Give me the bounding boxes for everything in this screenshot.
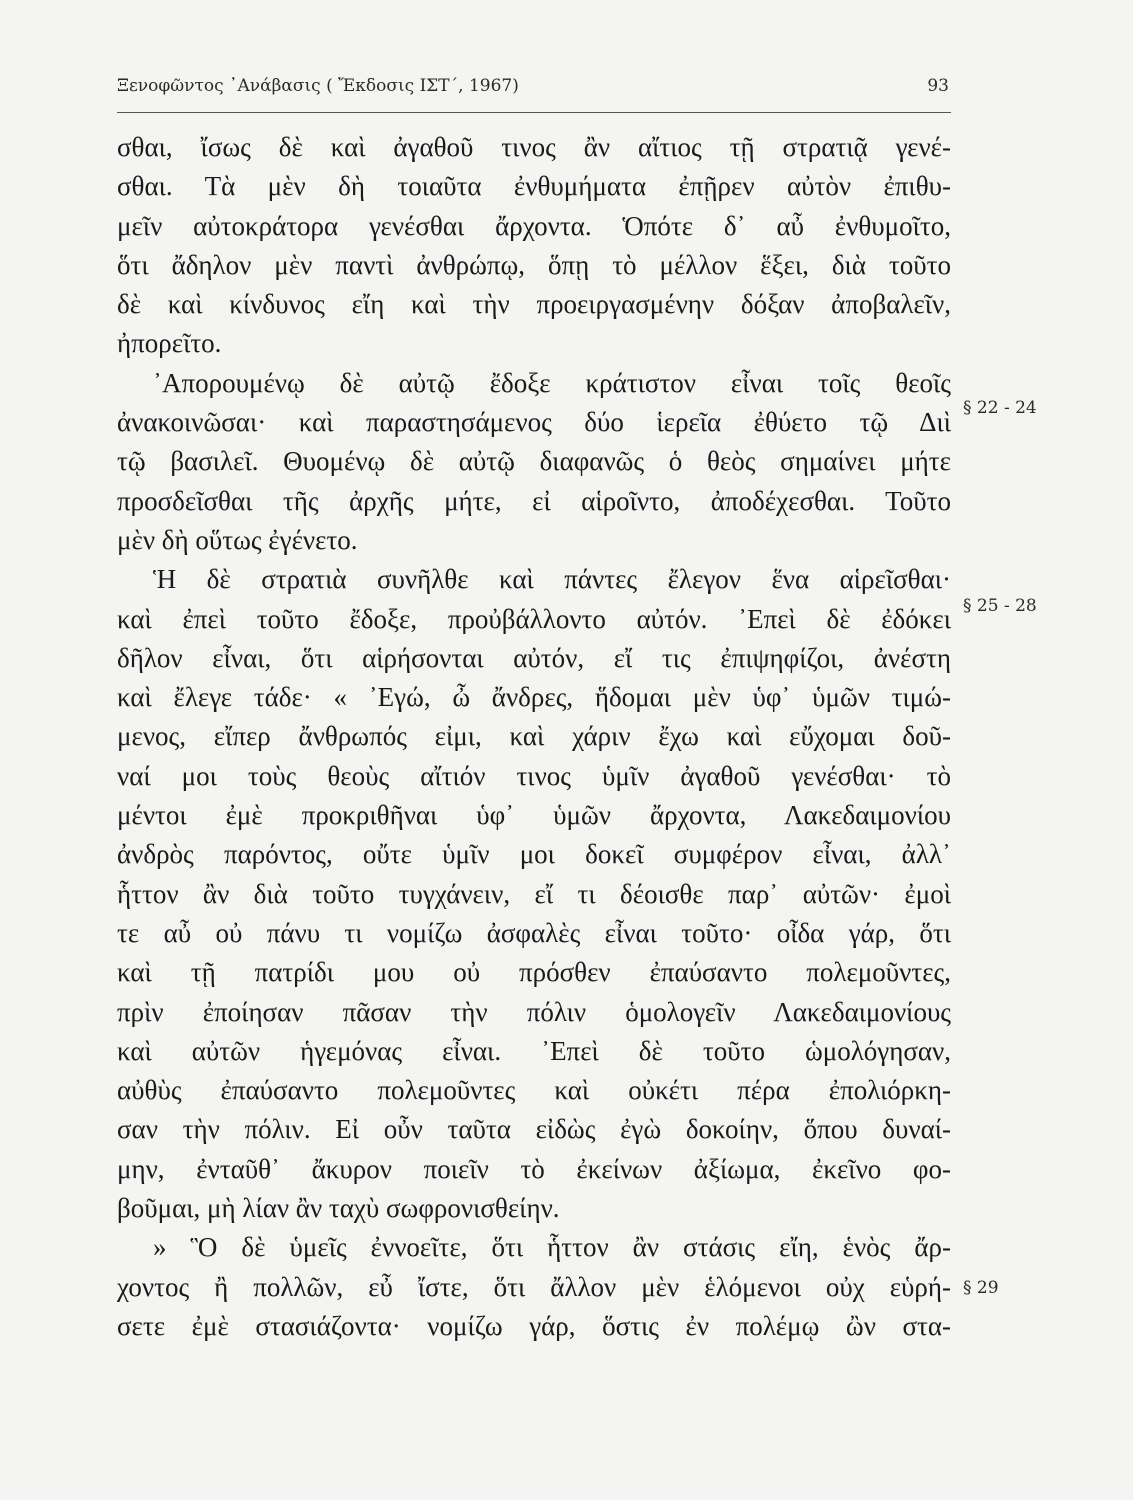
text-line: προσδεῖσθαι τῆς ἀρχῆς μήτε, εἰ αἱροῖντο, ἀποδέχεσθαι. Τοῦτο [117, 485, 951, 516]
text-line: ἀνακοινῶσαι· καὶ παραστησάμενος δύο ἱερεῖα ἐθύετο τῷ Διὶ [117, 407, 951, 438]
text-line: καὶ ἐπεὶ τοῦτο ἔδοξε, προὐβάλλοντο αὐτόν. ᾿Επεὶ δὲ ἐδόκει [117, 603, 951, 634]
text-line: τε αὖ οὐ πάνυ τι νομίζω ἀσφαλὲς εἶναι τοῦτο· οἶδα γάρ, ὅτι [117, 917, 951, 948]
text-line: καὶ ἔλεγε τάδε· « ᾿Εγώ, ὦ ἄνδρες, ἥδομαι μὲν ὑφ᾿ ὑμῶν τιμώ- [117, 682, 951, 713]
text-line: Ἡ δὲ στρατιὰ συνῆλθε καὶ πάντες ἔλεγον ἕνα αἱρεῖσθαι· [153, 564, 951, 595]
text-line: ὅτι ἄδηλον μὲν παντὶ ἀνθρώπῳ, ὅπῃ τὸ μέλλον ἕξει, διὰ τοῦτο [117, 249, 951, 280]
text-line: ᾿Απορουμένῳ δὲ αὐτῷ ἔδοξε κράτιστον εἶναι τοῖς θεοῖς [153, 367, 951, 398]
text-line: ναί μοι τοὺς θεοὺς αἴτιόν τινος ὑμῖν ἀγαθοῦ γενέσθαι· τὸ [117, 760, 951, 791]
text-line: ἀνδρὸς παρόντος, οὔτε ὑμῖν μοι δοκεῖ συμφέρον εἶναι, ἀλλ᾿ [117, 839, 951, 870]
text-line: δὲ καὶ κίνδυνος εἴη καὶ τὴν προειργασμένην δόξαν ἀποβαλεῖν, [117, 289, 951, 320]
text-line: βοῦμαι, μὴ λίαν ἂν ταχὺ σωφρονισθείην. [117, 1193, 560, 1224]
text-line: σθαι. Τὰ μὲν δὴ τοιαῦτα ἐνθυμήματα ἐπῇρεν αὐτὸν ἐπιθυ- [117, 171, 951, 202]
text-line: δῆλον εἶναι, ὅτι αἱρήσονται αὐτόν, εἴ τις ἐπιψηφίζοι, ἀνέστη [117, 642, 951, 673]
text-line: καὶ αὐτῶν ἡγεμόνας εἶναι. ᾿Επεὶ δὲ τοῦτο ὡμολόγησαν, [117, 1035, 951, 1066]
main-text [117, 128, 951, 1346]
text-line: χοντος ἢ πολλῶν, εὖ ἴστε, ὅτι ἄλλον μὲν ἑλόμενοι οὐχ εὑρή- [117, 1271, 951, 1302]
running-header [117, 76, 951, 106]
text-line: μενος, εἴπερ ἄνθρωπός εἰμι, καὶ χάριν ἔχω καὶ εὔχομαι δοῦ- [117, 721, 951, 752]
margin-section-note: § 25 - 28 [963, 596, 1037, 616]
text-line: σαν τὴν πόλιν. Εἰ οὖν ταῦτα εἰδὼς ἐγὼ δοκοίην, ὅπου δυναί- [117, 1114, 951, 1145]
text-line: μην, ἐνταῦθ᾿ ἄκυρον ποιεῖν τὸ ἐκείνων ἀξίωμα, ἐκεῖνο φο- [117, 1153, 951, 1184]
text-line: τῷ βασιλεῖ. Θυομένῳ δὲ αὐτῷ διαφανῶς ὁ θεὸς σημαίνει μήτε [117, 446, 951, 477]
text-line: μεῖν αὐτοκράτορα γενέσθαι ἄρχοντα. Ὁπότε δ᾿ αὖ ἐνθυμοῖτο, [117, 210, 951, 241]
margin-section-note: § 22 - 24 [963, 398, 1037, 418]
text-line: ἠπορεῖτο. [117, 328, 222, 359]
page-number: 93 [927, 76, 949, 96]
header-rule [117, 112, 951, 113]
text-line: σετε ἐμὲ στασιάζοντα· νομίζω γάρ, ὅστις ἐν πολέμῳ ὢν στα- [117, 1310, 951, 1341]
text-line: σθαι, ἴσως δὲ καὶ ἀγαθοῦ τινος ἂν αἴτιος τῇ στρατιᾷ γενέ- [117, 132, 951, 162]
text-line: μέντοι ἐμὲ προκριθῆναι ὑφ᾿ ὑμῶν ἄρχοντα, Λακεδαιμονίου [117, 800, 951, 831]
margin-section-note: § 29 [963, 1278, 999, 1298]
text-line: μὲν δὴ οὕτως ἐγένετο. [117, 524, 358, 555]
text-line: πρὶν ἐποίησαν πᾶσαν τὴν πόλιν ὁμολογεῖν Λακεδαιμονίους [117, 996, 951, 1027]
text-line: καὶ τῇ πατρίδι μου οὐ πρόσθεν ἐπαύσαντο πολεμοῦντες, [117, 957, 951, 988]
text-line: αὐθὺς ἐπαύσαντο πολεμοῦντες καὶ οὐκέτι πέρα ἐπολιόρκη- [117, 1075, 951, 1106]
header-title: Ξενοφῶντος ᾿Ανάβασις ( Ἔκδοσις ΙΣΤ΄, 1967) [117, 76, 519, 96]
text-line: » Ὃ δὲ ὑμεῖς ἐννοεῖτε, ὅτι ἧττον ἂν στάσις εἴη, ἑνὸς ἄρ- [153, 1232, 951, 1263]
text-line: ἧττον ἂν διὰ τοῦτο τυγχάνειν, εἴ τι δέοισθε παρ᾿ αὐτῶν· ἐμοὶ [117, 878, 951, 909]
